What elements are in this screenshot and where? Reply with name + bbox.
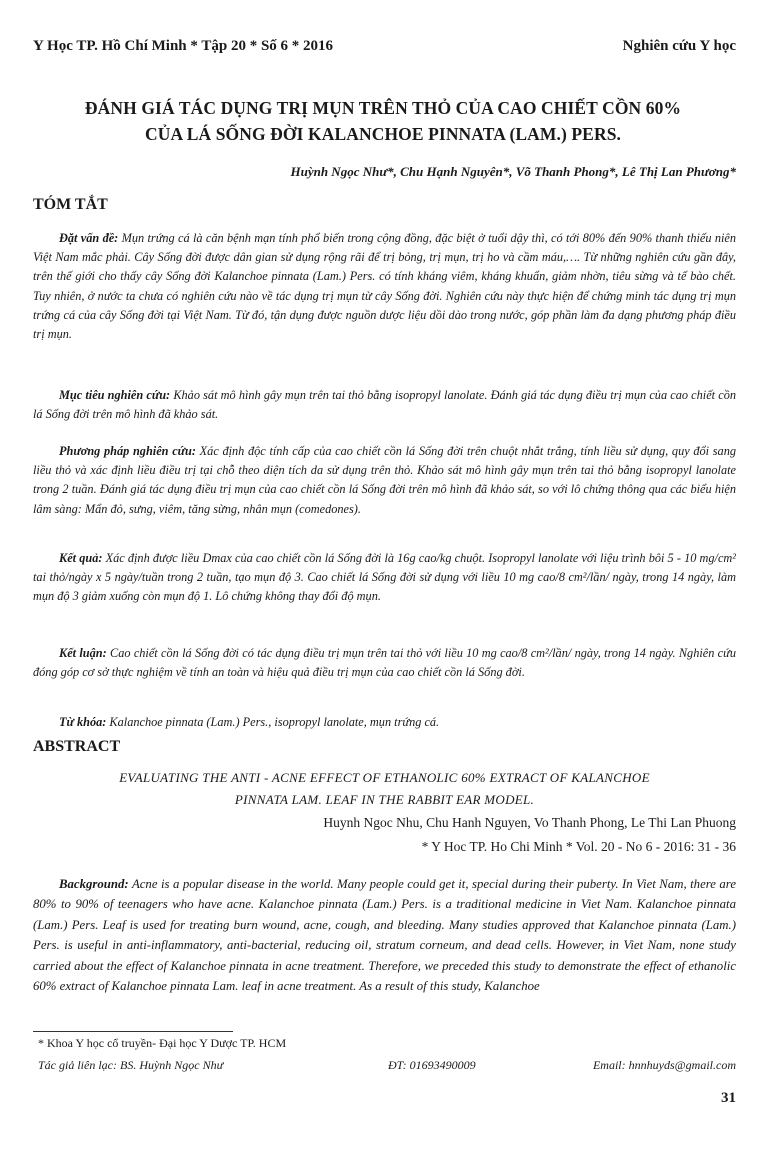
item-label: Mục tiêu nghiên cứu: (59, 388, 171, 402)
abstract-heading: ABSTRACT (33, 738, 121, 755)
item-text: Khảo sát mô hình gây mụn trên tai thỏ bằng isopropyl lanolate. Đánh giá tác dụng điều trị mụn của cao chiết cồn lá Sống đời trên mô hình đã khảo sát. (33, 388, 736, 422)
item-label: Đặt vấn đề: (59, 231, 119, 245)
title-line-2: CỦA LÁ SỐNG ĐỜI KALANCHOE PINNATA (LAM.) PERS. (145, 124, 621, 144)
item-label: Kết quả: (59, 551, 103, 565)
item-text: Cao chiết cồn lá Sống đời có tác dụng điều trị mụn trên tai thỏ với liều 10 mg cao/8 cm²/lần/ ngày, trong 14 ngày. Nghiên cứu đóng góp cơ sở thực nghiệm về tính an toàn và hiệu quả điều trị mụn của cao chiết cồn lá Sống đời. (33, 646, 736, 680)
footnote-divider (33, 1031, 233, 1032)
article-title (20, 95, 746, 147)
summary-conclusion (33, 644, 736, 682)
summary-background (33, 229, 736, 344)
abstract-background (33, 874, 736, 996)
running-header (33, 38, 736, 60)
item-text: Xác định được liều Dmax của cao chiết cồn lá Sống đời là 16g cao/kg chuột. Isopropyl lanolate với liệu trình bôi 5 - 10 mg/cm² tai thỏ/ngày x 5 ngày/tuần trong 2 tuần, tạo mụn độ 3. Cao chiết lá Sống đời sử dụng với liều 10 mg cao/8 cm²/lần/ ngày, trong 14 ngày, làm mụn độ 3 giảm xuống còn mụn độ 1. Lô chứng không thay đổi độ mụn. (33, 551, 736, 604)
item-label: Từ khóa: (59, 715, 107, 729)
footnote-email: Email: hnnhuyds@gmail.com (592, 1058, 736, 1072)
summary-results (33, 549, 736, 607)
summary-heading: TÓM TẮT (33, 196, 108, 213)
citation: * Y Hoc TP. Ho Chi Minh * Vol. 20 - No 6 - 2016: 31 - 36 (421, 839, 736, 854)
item-label: Kết luận: (59, 646, 107, 660)
abstract-title-line-2: PINNATA LAM. LEAF IN THE RABBIT EAR MODEL. (234, 792, 535, 807)
item-text: Mụn trứng cá là căn bệnh mạn tính phổ biến trong cộng đồng, đặc biệt ở tuổi dậy thì, có tới 80% đến 90% thanh thiếu niên Việt Nam mắc phải. Cây Sống đời được dân gian sử dụng rộng rãi để trị bỏng, trị mụn, trị ho và cầm máu,…. Từ những nghiên cứu gần đây, trên thế giới cho thấy cây Sống đời Kalanchoe pinnata (Lam.) Pers. có tính kháng viêm, kháng khuẩn, giảm nhờn, tiêu sừng và tế bào chết. Tuy nhiên, ở nước ta chưa có nghiên cứu nào về tác dụng trị mụn từ cây Sống đời. Nghiên cứu này thực hiện để chứng minh tác dụng trị mụn trứng cá của cây Sống đời tại Việt Nam. Từ đó, tận dụng được nguồn dược liệu dồi dào trong nước, góp phần làm đa dạng phương pháp điều trị mụn. (33, 231, 736, 342)
background-label: Background: (59, 877, 129, 891)
background-text: Acne is a popular disease in the world. Many people could get it, special during their puberty. In Viet Nam, there are 80% to 90% of teenagers who have acne. Kalanchoe pinnata (Lam.) Pers. is a traditional medicine in Viet Nam. Kalanchoe pinnata (Lam.) Pers. Leaf is used for treating burn wound, acne, cough, and bleeding. Many studies approved that Kalanchoe pinnata (Lam.) Pers. is useful in anti-inflammatory, anti-bacterial, reducing oil, stratum corneum, and dead cells. However, in Viet Nam, none study carried about the effect of Kalanchoe pinnata in acne treatment. Therefore, we preceded this study to demonstrate the effect of ethanolic 60% extract of Kalanchoe pinnata Lam. leaf in acne treatment. As a result of this study, Kalanchoe (33, 877, 736, 994)
page-number: 31 (721, 1090, 736, 1106)
title-line-1: ĐÁNH GIÁ TÁC DỤNG TRỊ MỤN TRÊN THỎ CỦA CAO CHIẾT CỒN 60% (84, 98, 682, 118)
journal-info: Y Học TP. Hồ Chí Minh * Tập 20 * Số 6 * 2016 (33, 38, 334, 54)
summary-objective (33, 386, 736, 424)
abstract-title (33, 767, 736, 811)
item-label: Phương pháp nghiên cứu: (59, 444, 196, 458)
abstract-title-line-1: EVALUATING THE ANTI - ACNE EFFECT OF ETHANOLIC 60% EXTRACT OF KALANCHOE (119, 770, 650, 785)
footnote-contact: Tác giả liên lạc: BS. Huỳnh Ngọc Như (38, 1058, 224, 1072)
footnote-phone: ĐT: 01693490009 (388, 1058, 476, 1072)
summary-keywords (33, 713, 736, 732)
authors-vietnamese: Huỳnh Ngọc Như*, Chu Hạnh Nguyên*, Võ Thanh Phong*, Lê Thị Lan Phương* (290, 164, 736, 179)
item-text: Kalanchoe pinnata (Lam.) Pers., isopropyl lanolate, mụn trứng cá. (109, 715, 440, 729)
authors-english: Huynh Ngoc Nhu, Chu Hanh Nguyen, Vo Thanh Phong, Le Thi Lan Phuong (323, 815, 736, 830)
section-name: Nghiên cứu Y học (622, 38, 736, 54)
item-text: Xác định độc tính cấp của cao chiết cồn lá Sống đời trên chuột nhắt trắng, tính liều sử dụng, quy đổi sang liều thỏ và xác định liều điều trị tại chỗ theo diện tích da sử dụng trên thỏ. Khảo sát mô hình gây mụn trên tai thỏ bằng isopropyl lanolate trong 2 tuần. Đánh giá tác dụng điều trị mụn của cao chiết cồn lá Sống đời trên mô hình đã khảo sát, so với lô chứng thông qua các biểu hiện lâm sàng: Mẩn đỏ, sưng, viêm, tăng sừng, nhân mụn (comedones). (33, 444, 736, 516)
footnote-affiliation: * Khoa Y học cổ truyền- Đại học Y Dược TP. HCM (38, 1036, 287, 1050)
summary-method (33, 442, 736, 519)
